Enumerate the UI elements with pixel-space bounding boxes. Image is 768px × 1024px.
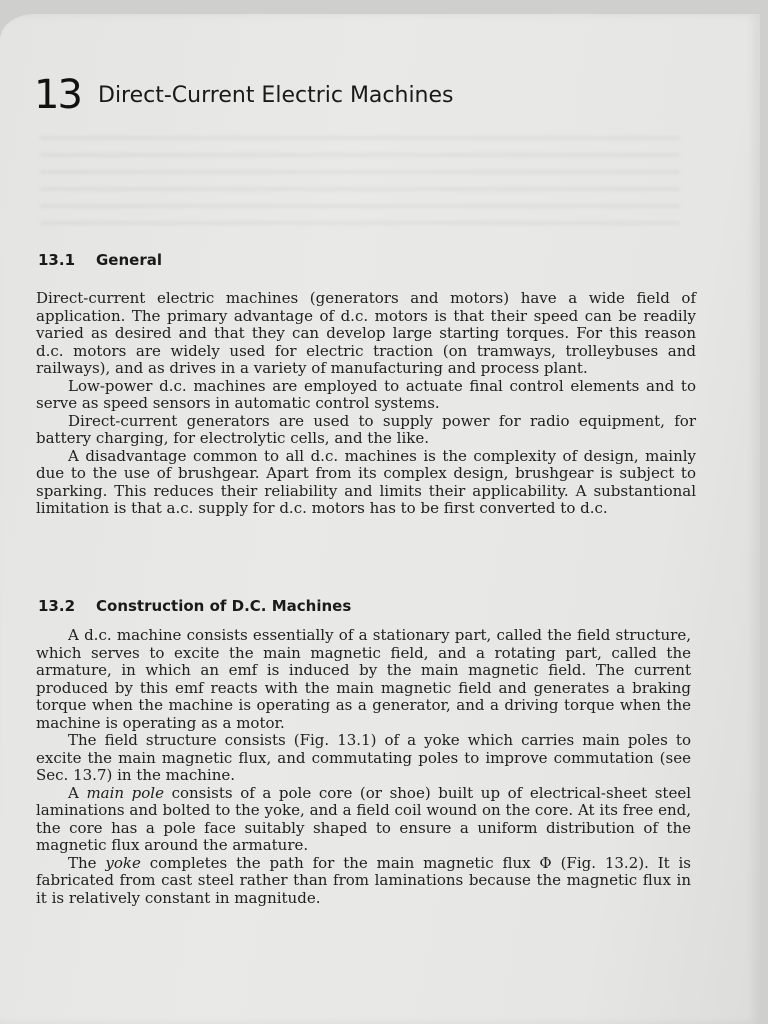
- section-body-construction: [36, 627, 691, 907]
- section-title: Construction of D.C. Machines: [96, 597, 352, 615]
- section-body-general: [36, 290, 696, 518]
- paragraph-yoke: [36, 855, 691, 908]
- book-page: [0, 14, 760, 1024]
- text-run: completes the path for the main magnetic flux Φ (Fig. 13.2). It is fabricated from cast steel rather than from laminations because the magnetic flux in it is relatively constant in magnitude.: [36, 853, 691, 907]
- section-title: General: [96, 251, 162, 269]
- paragraph-main-pole: [36, 785, 691, 855]
- chapter-number: 13: [34, 72, 81, 118]
- bleed-through-shadow: [40, 126, 680, 236]
- paragraph: A d.c. machine consists essentially of a stationary part, called the field structure, which serves to excite the main magnetic field, and a rotating part, called the armature, in which an emf is induced by the main magnetic field. The current produced by this emf reacts with the main magnetic field and generates a braking torque when the machine is operating as a generator, and a driving torque when the machine is operating as a motor.: [36, 626, 691, 732]
- italic-term: yoke: [105, 853, 141, 872]
- paragraph: The field structure consists (Fig. 13.1) of a yoke which carries main poles to excite the main magnetic flux, and commutating poles to improve commutation (see Sec. 13.7) in the machine.: [36, 731, 691, 784]
- chapter-title: Direct-Current Electric Machines: [98, 82, 454, 108]
- paragraph: Direct-current electric machines (generators and motors) have a wide field of application. The primary advantage of d.c. motors is that their speed can be readily varied as desired and that they can develop large starting torques. For this reason d.c. motors are widely used for electric traction (on tramways, trolleybuses and railways), and as drives in a variety of manufacturing and process plant.: [36, 289, 696, 377]
- italic-term: main pole: [86, 783, 164, 802]
- chapter-header: [34, 72, 454, 118]
- text-run: A: [68, 783, 87, 802]
- section-heading-construction: [38, 597, 351, 615]
- paragraph: Low-power d.c. machines are employed to actuate final control elements and to serve as speed sensors in automatic control systems.: [36, 376, 696, 412]
- paragraph: A disadvantage common to all d.c. machines is the complexity of design, mainly due to the use of brushgear. Apart from its complex design, brushgear is subject to sparking. This reduces their reliability and limits their applicability. A substantional limitation is that a.c. supply for d.c. motors has to be first converted to d.c.: [36, 446, 696, 517]
- text-run: The: [68, 853, 106, 872]
- section-number: 13.1: [38, 251, 76, 269]
- section-number: 13.2: [38, 597, 76, 615]
- text-run: consists of a pole core (or shoe) built up of electrical-sheet steel laminations and bolted to the yoke, and a field coil wound on the core. At its free end, the core has a pole face suitably shaped to ensure a uniform distribution of the magnetic flux around the armature.: [36, 783, 692, 854]
- paragraph: Direct-current generators are used to supply power for radio equipment, for battery charging, for electrolytic cells, and the like.: [36, 411, 696, 447]
- section-heading-general: [38, 251, 162, 269]
